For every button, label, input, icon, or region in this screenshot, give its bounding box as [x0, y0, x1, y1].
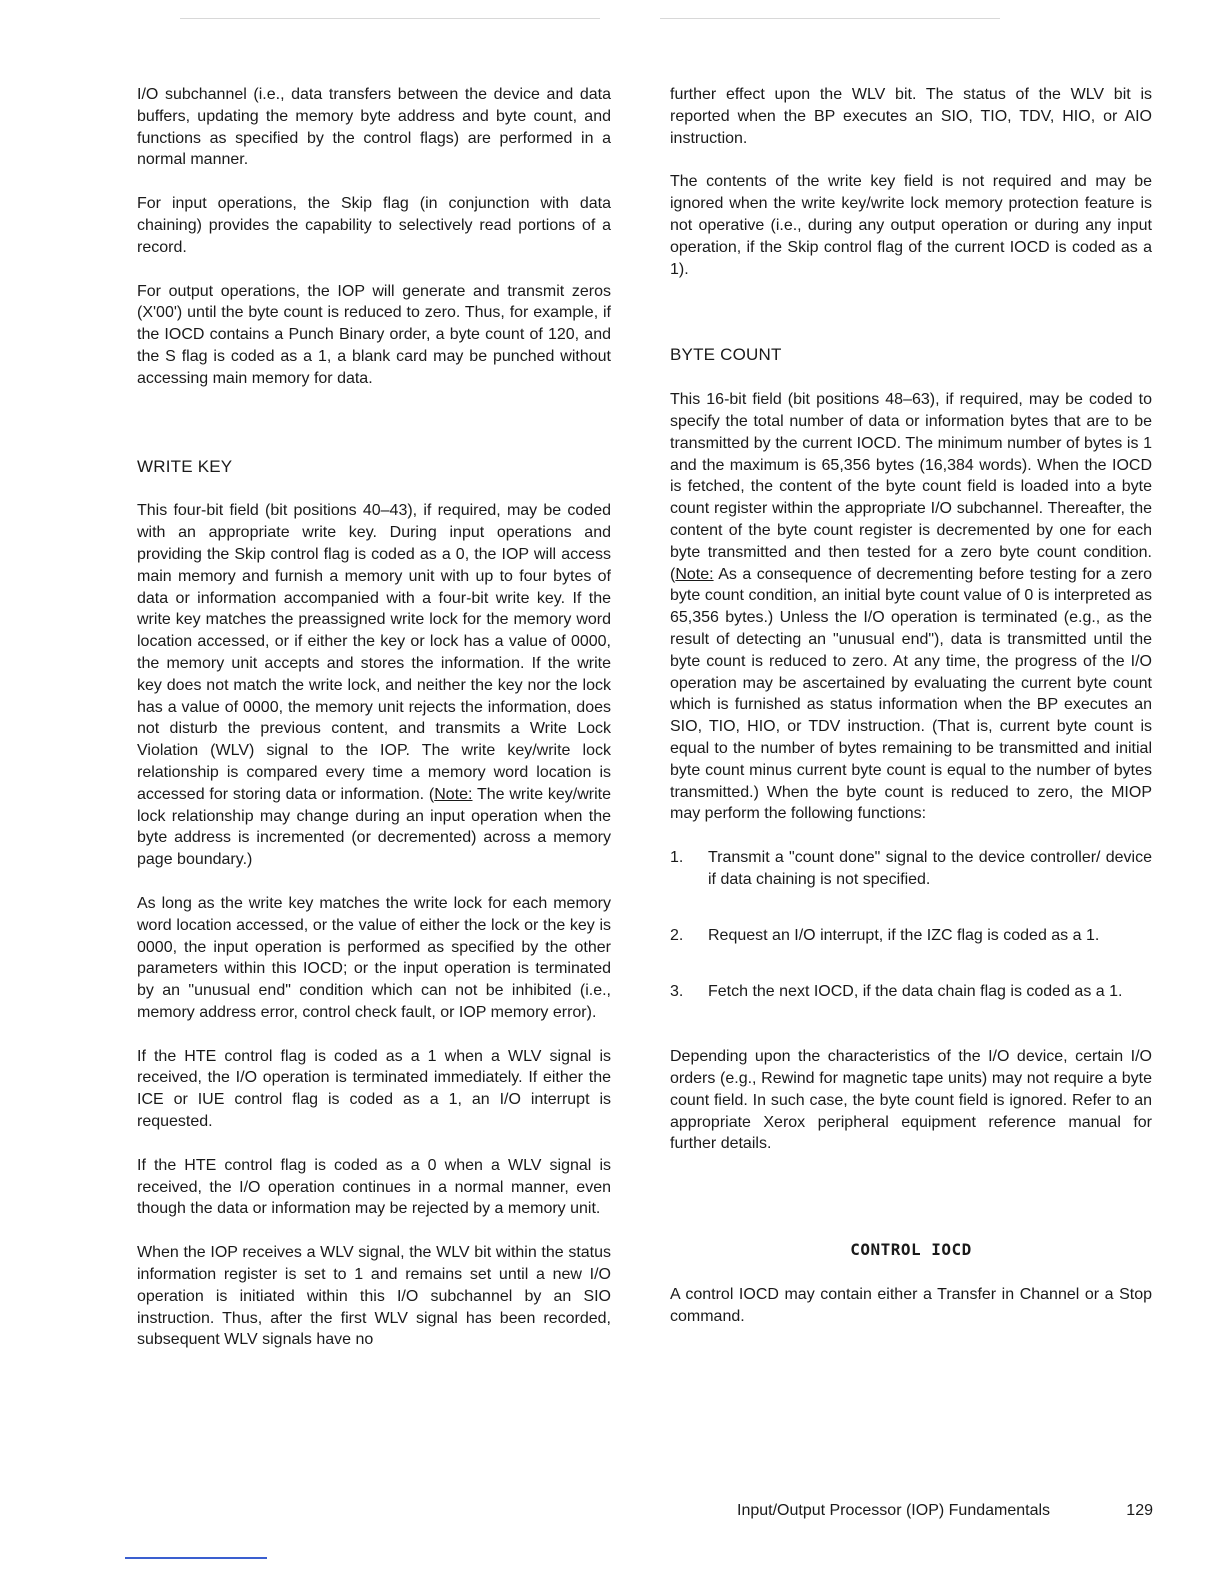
- page-number: 129: [1126, 1502, 1153, 1519]
- text-run: This 16-bit field (bit positions 48–63), if required, may be coded to specify the total number of data or information bytes that are to be transmitted by the current IOCD. The minimum number of bytes is 1 and the maximum is 65,356 bytes (16,384 words). When the IOCD is fetched, the content of the byte count field is loaded into a byte count register within the appropriate I/O subchannel. Thereafter, the content of the byte count register is decremented by one for each byte transmitted and then tested for a zero byte count condition. (: [670, 391, 1152, 583]
- scan-artifact: [660, 18, 1000, 19]
- paragraph: I/O subchannel (i.e., data transfers between the device and data buffers, updating the memory byte address and byte count, and functions as specified by the control flags) are performed in a normal manner.: [137, 86, 611, 169]
- scan-artifact: [180, 18, 600, 19]
- footer-title: Input/Output Processor (IOP) Fundamentals: [737, 1502, 1051, 1519]
- note-label: Note:: [434, 785, 473, 803]
- text-run: As a consequence of decrementing before testing for a zero byte count condition, an initial byte count value of 0 is interpreted as 65,356 bytes.) Unless the I/O operation is terminated (e.g., as the result of detecting an "unusual end"), data is transmitted until the byte count is reduced to zero. At any time, the progress of the I/O operation may be ascertained by evaluating the current byte count which is furnished as status information when the BP executes an SIO, TIO, HIO, or TDV instruction. (That is, current byte count is equal to the number of bytes remaining to be transmitted and initial byte count minus current byte count is equal to the number of bytes transmitted.) When the byte count is reduced to zero, the MIOP may perform the following functions:: [670, 565, 1152, 823]
- paragraph: As long as the write key matches the write lock for each memory word location accessed, or the value of either the lock or the key is 0000, the input operation is performed as specified by the other parameters within this IOCD; or the input operation is terminated by an "unusual end" condition which can not be inhibited (i.e., memory address error, control check fault, or IOP memory error).: [137, 894, 611, 1021]
- paragraph: If the HTE control flag is coded as a 1 when a WLV signal is received, the I/O operation is terminated immediately. If either the ICE or IUE control flag is coded as a 1, an I/O interrupt is requested.: [137, 1047, 611, 1131]
- paragraph: [137, 500, 611, 871]
- section-heading-write-key: WRITE KEY: [137, 456, 233, 476]
- paragraph: For output operations, the IOP will generate and transmit zeros (X'00') until the byte count is reduced to zero. Thus, for example, if the IOCD contains a Punch Binary order, a byte count of 120, and the S flag is coded as a 1, a blank card may be punched without accessing main memory for data.: [137, 282, 611, 387]
- note-label: Note:: [675, 565, 714, 583]
- paragraph: When the IOP receives a WLV signal, the WLV bit within the status information register is set to 1 and remains set until a new I/O operation is initiated within this I/O subchannel by an SIO instruction. Thus, after the first WLV signal has been recorded, subsequent WLV signals have no: [137, 1244, 611, 1349]
- right-column: [670, 84, 1152, 1328]
- section-heading-byte-count: BYTE COUNT: [670, 345, 782, 365]
- list-text: Request an I/O interrupt, if the IZC flag is coded as a 1.: [708, 926, 1100, 944]
- list-item: [670, 981, 1152, 1003]
- paragraph: Depending upon the characteristics of the I/O device, certain I/O orders (e.g., Rewind for magnetic tape units) may not require a byte count field. In such case, the byte count field is ignored. Refer to an appropriate Xerox peripheral equipment reference manual for further details.: [670, 1048, 1152, 1153]
- list-item: [670, 847, 1152, 891]
- text-run: The write key/write lock relationship may change during an input operation when the byte address is incremented (or decremented) across a memory page boundary.): [137, 785, 611, 869]
- function-list: [670, 847, 1152, 1002]
- section-heading-control-iocd: CONTROL IOCD: [850, 1240, 972, 1260]
- list-text: Fetch the next IOCD, if the data chain flag is coded as a 1.: [708, 982, 1123, 1000]
- page-footer: [737, 1502, 1153, 1520]
- text-run: This four-bit field (bit positions 40–43), if required, may be coded with an appropriate write key. During input operations and providing the Skip control flag is coded as a 0, the IOP will access main memory and furnish a memory unit with up to four bytes of data or information accompanied with a four-bit write key. If the write key matches the preassigned write lock for the memory word location accessed, or if either the key or lock has a value of 0000, the memory unit accepts and stores the information. If the write key does not match the write lock, and neither the key nor the lock has a value of 0000, the memory unit rejects the information, does not disturb the previous content, and transmits a Write Lock Violation (WLV) signal to the IOP. The write key/write lock relationship is compared every time a memory word location is accessed for storing data or information. (: [137, 502, 611, 803]
- list-item: [670, 925, 1152, 947]
- paragraph: A control IOCD may contain either a Transfer in Channel or a Stop command.: [670, 1286, 1152, 1325]
- paragraph: [670, 389, 1152, 825]
- paragraph: If the HTE control flag is coded as a 0 when a WLV signal is received, the I/O operation continues in a normal manner, even though the data or information may be rejected by a memory unit.: [137, 1156, 611, 1218]
- list-number: 3.: [670, 982, 684, 1000]
- left-column: [137, 84, 611, 1351]
- paragraph: further effect upon the WLV bit. The status of the WLV bit is reported when the BP executes an SIO, TIO, TDV, HIO, or AIO instruction.: [670, 86, 1152, 147]
- paragraph: For input operations, the Skip flag (in conjunction with data chaining) provides the capability to selectively read portions of a record.: [137, 195, 611, 256]
- scan-edge-line: [125, 1557, 267, 1559]
- list-number: 2.: [670, 926, 684, 944]
- paragraph: The contents of the write key field is not required and may be ignored when the write key/write lock memory protection feature is not operative (i.e., during any output operation or during any input operation, if the Skip control flag of the current IOCD is coded as a 1).: [670, 173, 1152, 278]
- list-number: 1.: [670, 849, 684, 867]
- list-text: Transmit a "count done" signal to the device controller/ device if data chaining is not specified.: [708, 849, 1152, 888]
